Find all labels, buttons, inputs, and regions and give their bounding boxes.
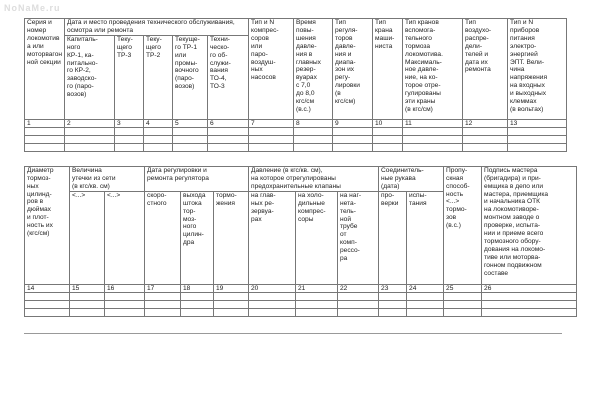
empty-cell xyxy=(25,135,65,143)
header-pressure-time: Время повы- шения давле- ния в главных резер- вуарах с 7,0 до 8,0 кгс/см (в.с.) xyxy=(294,19,333,120)
empty-cell xyxy=(444,300,482,308)
table-row xyxy=(25,308,577,316)
brake-equipment-table xyxy=(24,166,577,317)
empty-cell xyxy=(294,135,333,143)
empty-cell xyxy=(173,127,208,135)
header-regulators: Тип регуля- торов давле- ния и диапа- зон их регу- лировки (в кгс/см) xyxy=(333,19,373,120)
empty-cell xyxy=(65,143,115,151)
header-group-maintenance-date: Дата и место проведения технического обслуживания, осмотра или ремонта xyxy=(65,19,249,36)
empty-cell xyxy=(249,300,296,308)
col-num: 23 xyxy=(379,284,407,292)
col-num: 9 xyxy=(333,119,373,127)
header-cylinder-diameter: Диаметр тормоз- ных цилинд- ров в дюймах и плот- ность их (кгс/см) xyxy=(25,166,70,284)
empty-cell xyxy=(25,143,65,151)
col-num: 6 xyxy=(208,119,249,127)
col-num: 4 xyxy=(144,119,173,127)
empty-cell xyxy=(115,143,144,151)
empty-cell xyxy=(115,135,144,143)
empty-cell xyxy=(508,143,567,151)
col-num: 26 xyxy=(482,284,577,292)
col-num: 11 xyxy=(403,119,463,127)
empty-cell xyxy=(463,127,508,135)
table-row xyxy=(25,135,567,143)
empty-cell xyxy=(249,308,296,316)
header-braking: тормо- жения xyxy=(214,191,249,284)
maintenance-table xyxy=(24,18,567,152)
empty-cell xyxy=(403,143,463,151)
col-num: 21 xyxy=(296,284,338,292)
col-num: 18 xyxy=(181,284,214,292)
table-row xyxy=(25,292,577,300)
header-brake-capacity: Пропу- скная способ- ность <...> тормо- зов (в.с.) xyxy=(444,166,482,284)
header-signature: Подпись мастера (бригадира) и при- емщика в депо или мастера, приемщика и начальника ОТК на локомотиворе- монтном заводе о проверке, испыта- нии и приеме всего тормозного обору- дования на локомо- тиве или моторва- гонном подвижном составе xyxy=(482,166,577,284)
empty-cell xyxy=(463,135,508,143)
empty-cell xyxy=(482,292,577,300)
column-number-row xyxy=(25,119,567,127)
header-tr1: Текуще- го ТР-1 или промы- вочного (паро- возов) xyxy=(173,35,208,119)
empty-cell xyxy=(214,300,249,308)
empty-cell xyxy=(115,127,144,135)
header-group-regulator-date: Дата регулировки и ремонта регулятора xyxy=(145,166,249,191)
header-group-hoses: Соединитель- ные рукава (дата) xyxy=(379,166,444,191)
empty-cell xyxy=(25,308,70,316)
empty-cell xyxy=(482,308,577,316)
col-num: 5 xyxy=(173,119,208,127)
col-num: 22 xyxy=(338,284,379,292)
header-air-distributors: Тип воздухо- распре- дели- телей и дата их ремонта xyxy=(463,19,508,120)
empty-cell xyxy=(333,135,373,143)
empty-cell xyxy=(208,135,249,143)
empty-cell xyxy=(379,292,407,300)
empty-cell xyxy=(463,143,508,151)
empty-cell xyxy=(338,292,379,300)
col-num: 7 xyxy=(249,119,294,127)
empty-cell xyxy=(508,127,567,135)
empty-cell xyxy=(105,308,145,316)
header-to: Техни- ческо- го об- служи- вания ТО-4, ТО-3 xyxy=(208,35,249,119)
empty-cell xyxy=(333,127,373,135)
empty-cell xyxy=(407,300,444,308)
col-num: 3 xyxy=(115,119,144,127)
empty-cell xyxy=(333,143,373,151)
empty-cell xyxy=(379,300,407,308)
empty-cell xyxy=(105,292,145,300)
empty-cell xyxy=(181,292,214,300)
empty-cell xyxy=(144,127,173,135)
column-number-row xyxy=(25,284,577,292)
header-tr2: Теку- щего ТР-2 xyxy=(144,35,173,119)
empty-cell xyxy=(482,300,577,308)
col-num: 8 xyxy=(294,119,333,127)
empty-cell xyxy=(338,300,379,308)
empty-cell xyxy=(145,308,181,316)
header-speed: скоро- стного xyxy=(145,191,181,284)
header-group-safety-valves: Давление (в кгс/кв. см), на которое отрегулированы предохранительные клапаны xyxy=(249,166,379,191)
empty-cell xyxy=(144,143,173,151)
header-leak-2: <...> xyxy=(105,191,145,284)
col-num: 16 xyxy=(105,284,145,292)
empty-cell xyxy=(181,308,214,316)
header-discharge-pipe: на наг- нета- тель- ной трубе от комп- рессо- ра xyxy=(338,191,379,284)
empty-cell xyxy=(403,135,463,143)
empty-cell xyxy=(208,143,249,151)
header-main-reservoirs: на глав- ных ре- зервуа- рах xyxy=(249,191,296,284)
empty-cell xyxy=(249,127,294,135)
empty-cell xyxy=(25,292,70,300)
header-cooling-compressors: на холо- дильные компрес- соры xyxy=(296,191,338,284)
col-num: 17 xyxy=(145,284,181,292)
empty-cell xyxy=(249,292,296,300)
empty-cell xyxy=(373,135,403,143)
empty-cell xyxy=(70,308,105,316)
col-num: 14 xyxy=(25,284,70,292)
empty-cell xyxy=(173,143,208,151)
header-leak-1: <...> xyxy=(70,191,105,284)
empty-cell xyxy=(294,127,333,135)
header-group-leakage: Величина утечки из сети (в кгс/кв. см) xyxy=(70,166,145,191)
col-num: 2 xyxy=(65,119,115,127)
col-num: 20 xyxy=(249,284,296,292)
col-num: 15 xyxy=(70,284,105,292)
empty-cell xyxy=(294,143,333,151)
col-num: 1 xyxy=(25,119,65,127)
table-row xyxy=(25,143,567,151)
col-num: 10 xyxy=(373,119,403,127)
header-test: испы- тания xyxy=(407,191,444,284)
empty-cell xyxy=(145,292,181,300)
empty-cell xyxy=(508,135,567,143)
watermark: NoNaMe.ru xyxy=(4,3,61,13)
header-aux-brake-valves: Тип кранов вспомога- тельного тормоза локомотива. Максималь- ное давле- ние, на ко- торое отре- гулированы эти краны (в кгс/см) xyxy=(403,19,463,120)
empty-cell xyxy=(208,127,249,135)
empty-cell xyxy=(249,143,294,151)
header-compressors: Тип и N компрес- соров или паро- воздуш- ных насосов xyxy=(249,19,294,120)
empty-cell xyxy=(338,308,379,316)
empty-cell xyxy=(296,292,338,300)
header-driver-valve: Тип крана маши- ниста xyxy=(373,19,403,120)
empty-cell xyxy=(407,308,444,316)
empty-cell xyxy=(296,308,338,316)
header-capital-repair: Капиталь- ного КР-1, ка- питально- го КР-2, заводско- го (паро- возов) xyxy=(65,35,115,119)
empty-cell xyxy=(70,292,105,300)
empty-cell xyxy=(145,300,181,308)
header-ept-devices: Тип и N приборов питания электро- энергией ЭПТ. Вели- чина напряжения на входных и выходных клеммах (в вольтах) xyxy=(508,19,567,120)
empty-cell xyxy=(65,127,115,135)
empty-cell xyxy=(214,292,249,300)
col-num: 25 xyxy=(444,284,482,292)
col-num: 19 xyxy=(214,284,249,292)
header-check: про- верки xyxy=(379,191,407,284)
empty-cell xyxy=(444,308,482,316)
empty-cell xyxy=(373,143,403,151)
empty-cell xyxy=(214,308,249,316)
col-num: 12 xyxy=(463,119,508,127)
empty-cell xyxy=(379,308,407,316)
empty-cell xyxy=(249,135,294,143)
empty-cell xyxy=(173,135,208,143)
empty-cell xyxy=(181,300,214,308)
empty-cell xyxy=(144,135,173,143)
empty-cell xyxy=(407,292,444,300)
header-series: Серия и номер локомотива или моторвагонной секции xyxy=(25,19,65,120)
table-row xyxy=(25,127,567,135)
empty-cell xyxy=(25,127,65,135)
col-num: 13 xyxy=(508,119,567,127)
divider-line xyxy=(24,333,562,334)
empty-cell xyxy=(65,135,115,143)
empty-cell xyxy=(296,300,338,308)
table-row xyxy=(25,300,577,308)
col-num: 24 xyxy=(407,284,444,292)
header-piston-rod: выхода штока тор- моз- ного цилин- дра xyxy=(181,191,214,284)
empty-cell xyxy=(444,292,482,300)
header-tr3: Теку- щего ТР-3 xyxy=(115,35,144,119)
empty-cell xyxy=(25,300,70,308)
empty-cell xyxy=(70,300,105,308)
empty-cell xyxy=(403,127,463,135)
empty-cell xyxy=(105,300,145,308)
empty-cell xyxy=(373,127,403,135)
